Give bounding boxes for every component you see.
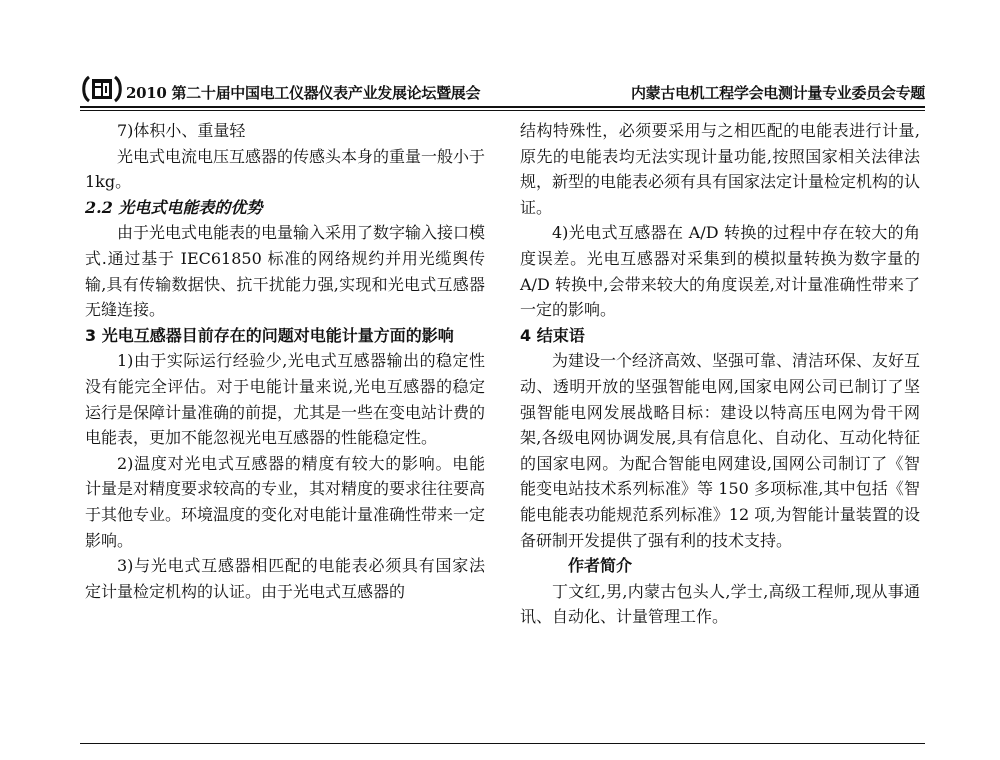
- paragraph: 丁文红,男,内蒙古包头人,学士,高级工程师,现从事通讯、自动化、计量管理工作。: [520, 581, 920, 627]
- header-rule-thin: [80, 110, 925, 111]
- right-column: [520, 118, 920, 630]
- paragraph: 7)体积小、重量轻: [117, 121, 246, 140]
- subsection-heading: 2.2 光电式电能表的优势: [85, 197, 263, 217]
- paragraph-continued: 结构特殊性，必须要采用与之相匹配的电能表进行计量,原先的电能表均无法实现计量功能,按照国家相关法律法规，新型的电能表必须有具有国家法定计量检定机构的认证。: [520, 121, 921, 217]
- paragraph: 由于光电式电能表的电量输入采用了数字输入接口模式.通过基于 IEC61850 标准的网络规约并用光缆舆传输,具有传输数据快、抗干扰能力强,实现和光电式互感器无缝连接。: [85, 223, 486, 320]
- paragraph: 为建设一个经济高效、坚强可靠、清洁环保、友好互动、透明开放的坚强智能电网,国家电网公司已制订了坚强智能电网发展战略目标：建设以特高压电网为骨干网架,各级电网协调发展,具有信息化、自动化、互动化特征的国家电网。为配合智能电网建设,国网公司制订了《智能变电站技术系列标准》等 150 多项标准,其中包括《智能电能表功能规范系列标准》12 项,为智能计量装置的设备研制开发提供了强有利的技术支持。: [520, 351, 921, 550]
- footer-rule: [80, 743, 925, 744]
- paragraph: 3)与光电式互感器相匹配的电能表必须具有国家法定计量检定机构的认证。由于光电式互感器的: [85, 556, 485, 601]
- header-section-title: 内蒙古电机工程学会电测计量专业委员会专题: [630, 84, 925, 102]
- conference-logo-icon: [80, 74, 124, 104]
- author-bio-heading: 作者简介: [568, 556, 633, 576]
- section-heading: 4 结束语: [520, 325, 585, 345]
- paragraph: 1)由于实际运行经验少,光电式互感器输出的稳定性没有能完全评估。对于电能计量来说,光电互感器的稳定运行是保障计量准确的前提，尤其是一些在变电站计费的电能表，更加不能忽视光电互感器的性能稳定性。: [85, 351, 486, 448]
- paragraph: 光电式电流电压互感器的传感头本身的重量一般小于 1kg。: [85, 146, 486, 192]
- paragraph: 4)光电式互感器在 A/D 转换的过程中存在较大的角度误差。光电互感器对采集到的模拟量转换为数字量的 A/D 转换中,会带来较大的角度误差,对计量准确性带来了一定的影响。: [520, 223, 920, 320]
- header-rule: [80, 106, 925, 108]
- section-heading: 3 光电互感器目前存在的问题对电能计量方面的影响: [85, 325, 454, 345]
- page-header: [80, 74, 925, 106]
- paragraph: 2)温度对光电式互感器的精度有较大的影响。电能计量是对精度要求较高的专业，其对精度的要求往往要高于其他专业。环境温度的变化对电能计量准确性带来一定影响。: [85, 453, 486, 550]
- left-column: [85, 118, 485, 604]
- header-conference-title: 2010 第二十届中国电工仪器仪表产业发展论坛暨展会: [126, 84, 481, 102]
